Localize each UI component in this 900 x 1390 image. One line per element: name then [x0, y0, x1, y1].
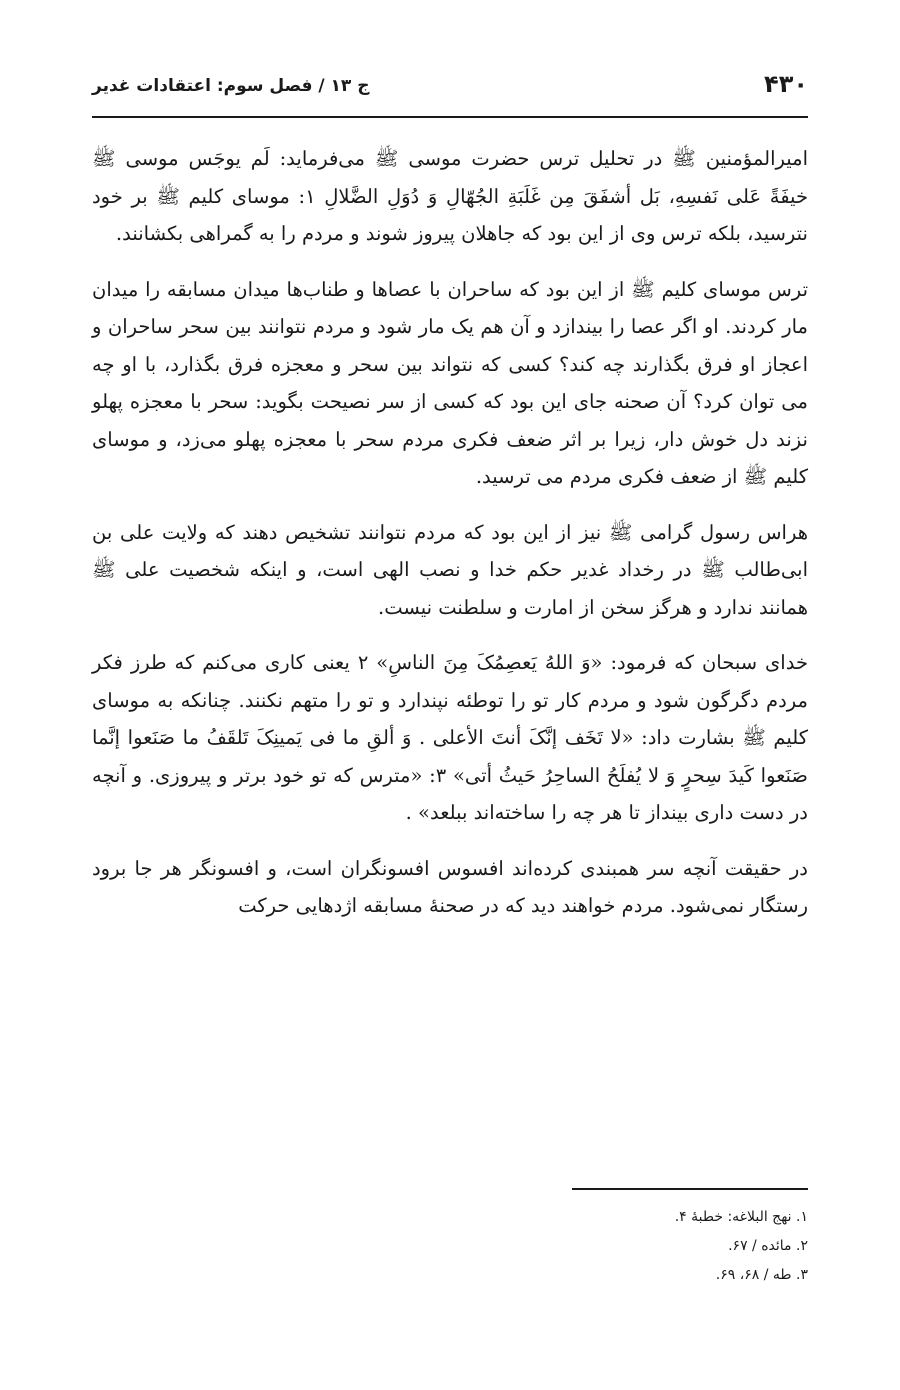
footnotes — [92, 1203, 808, 1290]
footnote-rule — [572, 1188, 808, 1190]
page-header — [92, 66, 808, 106]
paragraph: امیرالمؤمنین ﷺ در تحلیل ترس حضرت موسی ﷺ می‌فرماید: لَم یوجَس موسی ﷺ خیفَةً عَلی نَفسِهِ، بَل أشفَقَ مِن غَلَبَةِ الجُهّالِ وَ دُوَلِ الضَّلالِ ۱: موسای کلیم ﷺ بر خود نترسید، بلکه ترس وی از این بود که جاهلان پیروز شوند و مردم را به گمراهی بکشانند. — [92, 147, 808, 245]
footnote: ۳. طه / ۶۸، ۶۹. — [715, 1267, 808, 1283]
footnote: ۱. نهج البلاغه: خطبهٔ ۴. — [674, 1209, 808, 1225]
page-number: ۴۳۰ — [764, 70, 808, 98]
paragraph: هراس رسول گرامی ﷺ نیز از این بود که مردم نتوانند تشخیص دهند که ولایت علی بن ابی‌طالب ﷺ در رخداد غدیر حکم خدا و نصب الهی است، و اینکه شخصیت علی ﷺ همانند ندارد و هرگز سخن از امارت و سلطنت نیست. — [92, 520, 808, 619]
paragraph: در حقیقت آنچه سر همبندی کرده‌اند افسوس افسونگران است، و افسونگر هر جا برود رستگار نمی‌شود. مردم خواهند دید که در صحنهٔ مسابقه اژدهایی حرکت — [92, 856, 808, 917]
header-rule — [92, 116, 808, 118]
paragraph: ترس موسای کلیم ﷺ از این بود که ساحران با عصاها و طناب‌ها میدان مسابقه را میدان مار کردند. او اگر عصا را بیندازد و آن هم یک مار شود و مردم نتوانند بین سحر ساحران و اعجاز او فرق بگذارند چه کند؟ کسی که نتواند بین سحر و معجزه فرق بگذارد، با او چه می توان کرد؟ آن صحنه جای این بود که کسی از سر نصیحت بگوید: سحر با معجزه پهلو نزند دل خوش دار، زیرا بر اثر ضعف فکری مردم سحر با معجزه پهلو می‌زد، و موسای کلیم ﷺ از ضعف فکری مردم می ترسید. — [92, 277, 808, 488]
body-text — [92, 140, 808, 943]
running-head: ج ۱۳ / فصل سوم: اعتقادات غدیر — [92, 76, 370, 96]
document-page — [92, 0, 808, 1390]
footnote: ۲. مائده / ۶۷. — [728, 1238, 808, 1254]
paragraph: خدای سبحان که فرمود: «وَ اللهُ یَعصِمُکَ مِنَ الناسِ» ۲ یعنی کاری می‌کنم که طرز فکر مردم دگرگون شود و مردم کار تو را توطئه نپندارد و تو را متهم نکنند. چنانکه به موسای کلیم ﷺ بشارت داد: «لا تَخَف إنَّکَ أنتَ الأعلی . وَ ألقِ ما فی یَمینِکَ تَلقَفُ ما صَنَعوا إنَّما صَنَعوا کَیدَ سِحرٍ وَ لا یُفلَحُ الساحِرُ حَیثُ أتی» ۳: «مترس که تو خود برتر و پیروزی. و آنچه در دست داری بینداز تا هر چه را ساخته‌اند ببلعد» . — [92, 651, 808, 824]
